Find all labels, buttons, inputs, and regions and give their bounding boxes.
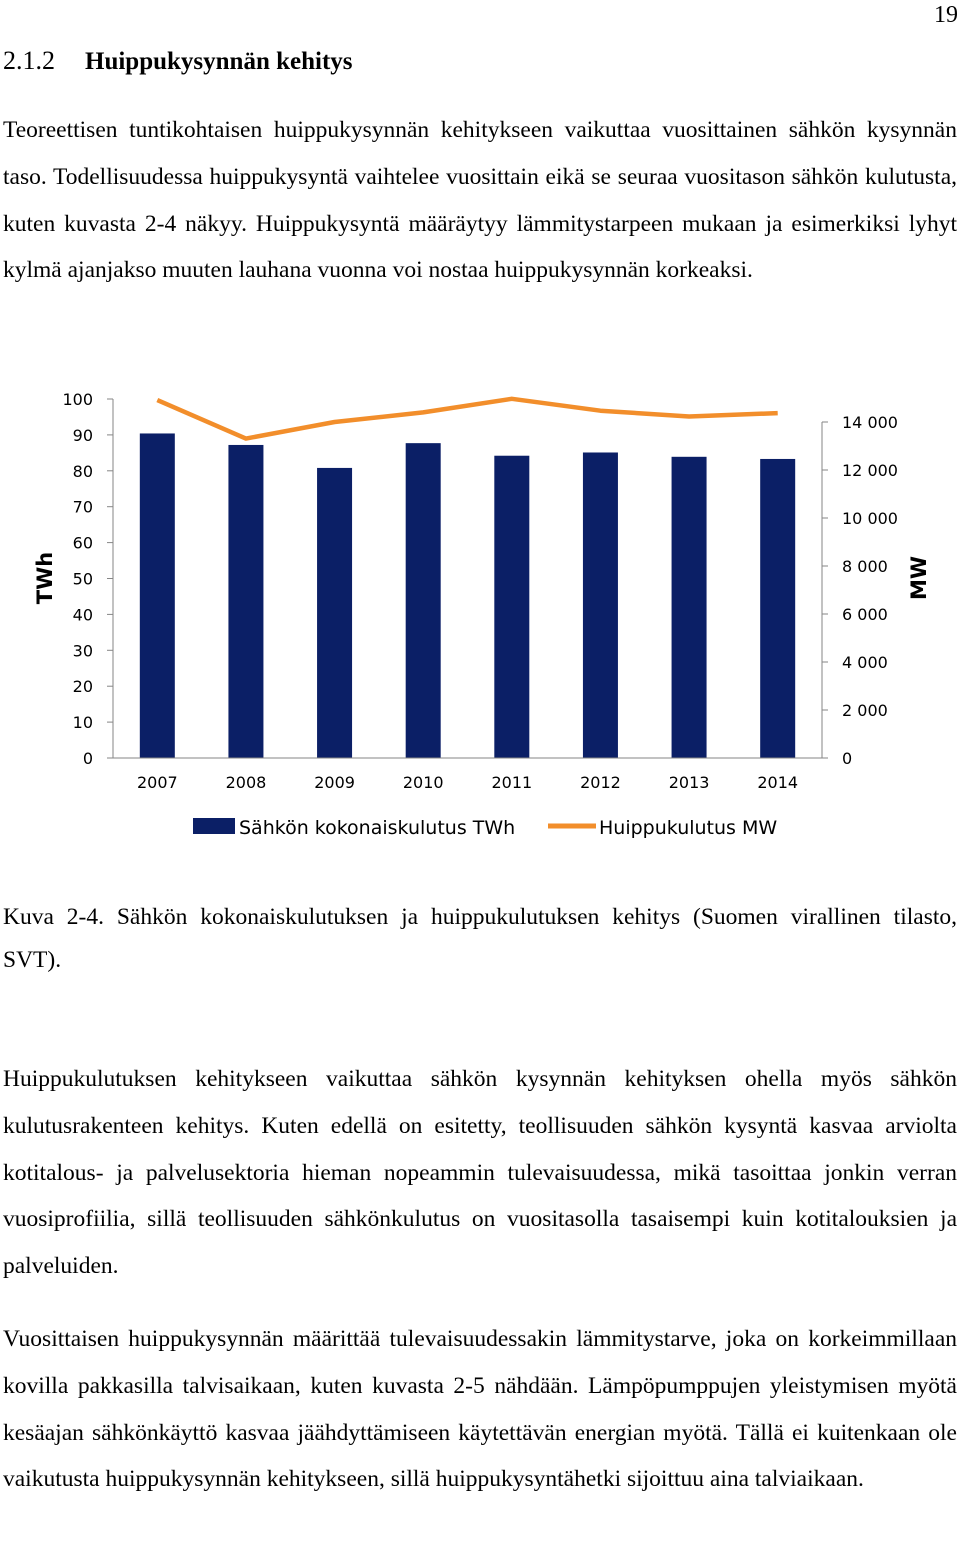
bar-2014 (760, 459, 795, 758)
left-tick-label: 10 (72, 713, 93, 733)
left-tick-label: 50 (72, 569, 93, 589)
x-tick-label-2007: 2007 (136, 773, 178, 792)
bar-2008 (228, 445, 263, 758)
section-heading (3, 46, 353, 76)
left-tick-label: 40 (72, 605, 93, 625)
bar-2010 (406, 443, 441, 758)
x-tick-label-2009: 2009 (314, 773, 355, 792)
y-axis-label-right: MW (907, 555, 931, 601)
paragraph-1: Teoreettisen tuntikohtaisen huippukysynnän kehitykseen vaikuttaa vuosittainen sähkön kysynnän taso. Todellisuudessa huippukysyntä vaihtelee vuosittain eikä se seuraa vuositason sähkön kulutusta, kuten kuvasta 2-4 näkyy. Huippukysyntä määräytyy lämmitystarpeen mukaan ja esimerkiksi lyhyt kylmä ajanjakso muuten lauhana vuonna voi nostaa huippukysynnän korkeaksi. (3, 117, 957, 284)
left-axis (62, 390, 113, 768)
legend-label-line: Huippukulutus MW (599, 817, 778, 839)
x-tick-label-2010: 2010 (402, 773, 444, 792)
bar-2012 (583, 452, 618, 758)
bar-2007 (140, 433, 175, 758)
x-tick-label-2011: 2011 (491, 773, 533, 792)
left-tick-label: 100 (62, 390, 93, 409)
right-tick-label: 4 000 (842, 653, 888, 672)
page-number: 19 (934, 2, 958, 28)
bar-2009 (317, 468, 352, 758)
left-tick-label: 0 (82, 749, 93, 768)
paragraph-3: Vuosittaisen huippukysynnän määrittää tulevaisuudessakin lämmitystarve, joka on korkeimmillaan kovilla pakkasilla talvisaikaan, kuten kuvasta 2-5 nähdään. Lämpöpumppujen yleistymisen myötä kesäajan sähkönkäyttö kasvaa jäähdyttämiseen käytettävän energian myötä. Tällä ei kuitenkaan ole vaikutusta huippukysynnän kehitykseen, sillä huippukysyntähetki sijoittuu aina talviaikaan. (3, 1326, 957, 1493)
right-tick-label: 8 000 (842, 557, 888, 576)
left-tick-label: 80 (72, 461, 93, 481)
right-tick-label: 6 000 (842, 605, 888, 624)
legend (193, 817, 777, 839)
x-axis (113, 758, 822, 792)
x-tick-label-2013: 2013 (668, 773, 710, 792)
bar-2011 (494, 456, 529, 758)
paragraph-2: Huippukulutuksen kehitykseen vaikuttaa sähkön kysynnän kehityksen ohella myös sähkön kulutusrakenteen kehitys. Kuten edellä on esitetty, teollisuuden sähkön kysyntä kasvaa arviolta kotitalous- ja palvelusektoria hieman nopeammin tulevaisuudessa, mikä tasoittaa jonkin verran vuosiprofiilia, sillä teollisuuden sähkönkulutus on vuositasolla tasaisempi kuin kotitalouksien ja palveluiden. (3, 1066, 957, 1280)
right-tick-label: 12 000 (842, 461, 898, 480)
legend-label-bar: Sähkön kokonaiskulutus TWh (239, 817, 516, 839)
legend-swatch-bar (193, 818, 235, 834)
right-tick-label: 10 000 (842, 509, 898, 528)
left-tick-label: 20 (72, 677, 93, 697)
section-title: Huippukysynnän kehitys (85, 48, 353, 75)
x-tick-label-2008: 2008 (225, 773, 267, 792)
line-series (157, 399, 778, 439)
y-axis-label-left: TWh (33, 551, 57, 605)
figure-caption: Kuva 2-4. Sähkön kokonaiskulutuksen ja huippukulutuksen kehitys (Suomen virallinen tilasto, SVT). (3, 904, 957, 973)
section-number: 2.1.2 (3, 46, 55, 75)
peak-line (157, 399, 777, 439)
bar-2013 (672, 457, 707, 758)
right-axis (822, 413, 898, 768)
x-tick-label-2014: 2014 (757, 773, 799, 792)
left-tick-label: 30 (72, 641, 93, 661)
left-tick-label: 70 (72, 497, 93, 517)
left-tick-label: 90 (72, 425, 93, 445)
left-tick-label: 60 (72, 533, 93, 553)
bar-series (140, 433, 795, 758)
right-tick-label: 2 000 (842, 701, 888, 720)
right-tick-label: 0 (842, 749, 853, 768)
right-tick-label: 14 000 (842, 413, 898, 432)
consumption-chart (0, 380, 960, 860)
x-tick-label-2012: 2012 (580, 773, 621, 792)
